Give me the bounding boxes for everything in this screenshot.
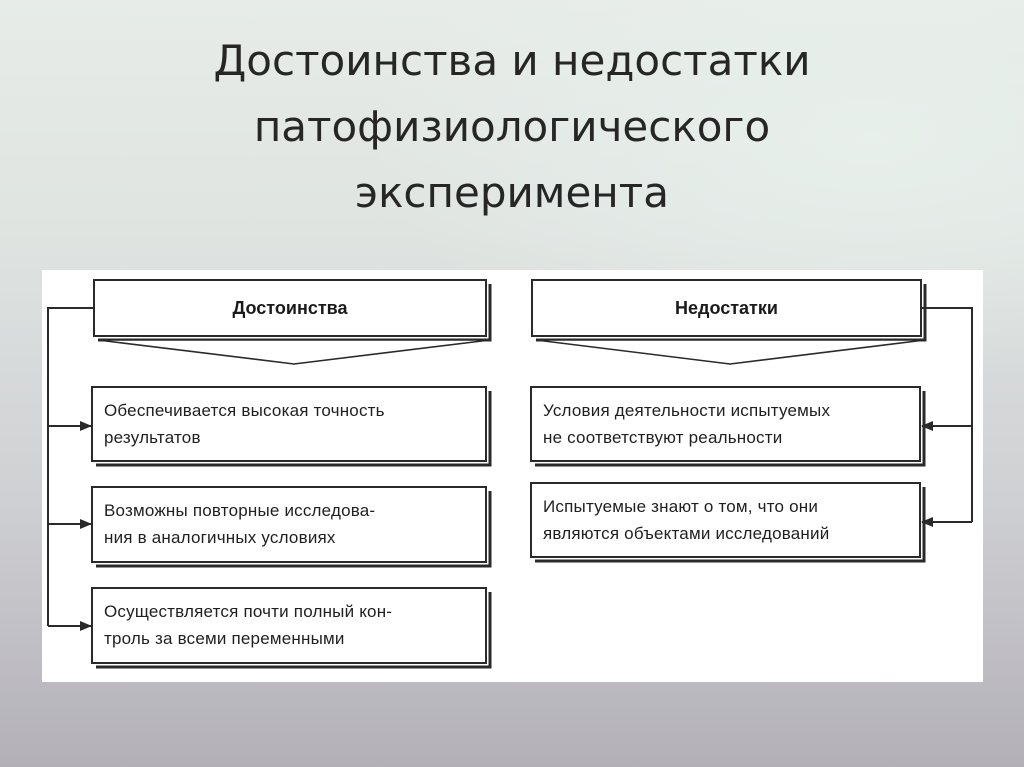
advantage-item-2-line-1: Возможны повторные исследова- [104,501,376,520]
advantage-item-3-line-1: Осуществляется почти полный кон- [104,602,393,621]
advantage-item-3 [92,588,486,663]
advantage-item-3-line-2: троль за всеми переменными [104,629,345,648]
advantage-item-1 [92,387,486,461]
advantage-item-1-line-2: результатов [104,428,201,447]
disadvantage-item-1 [531,387,920,461]
title-line-1: Достоинства и недостатки [213,36,811,85]
title-line-2: патофизиологического [253,102,771,151]
disadvantage-item-2-line-1: Испытуемые знают о том, что они [543,497,819,516]
advantage-item-2-line-2: ния в аналогичных условиях [104,528,336,547]
dis-connector-line [921,308,972,522]
advantage-item-1-line-1: Обеспечивается высокая точность [104,401,385,420]
adv-connector-line [48,308,94,626]
adv-header-triangle [98,340,490,364]
advantages-header: Достоинства [232,297,348,318]
advantage-item-2 [92,487,486,562]
disadvantages-header: Недостатки [675,297,778,318]
disadvantage-item-2 [531,483,920,557]
title-line-3: эксперимента [355,168,669,217]
dis-header-triangle [536,340,925,364]
disadvantage-item-2-line-2: являются объектами исследований [543,524,830,543]
diagram-panel [42,270,983,682]
disadvantage-item-1-line-2: не соответствуют реальности [543,428,783,447]
slide-title [0,28,1024,226]
disadvantage-item-1-line-1: Условия деятельности испытуемых [543,401,831,420]
